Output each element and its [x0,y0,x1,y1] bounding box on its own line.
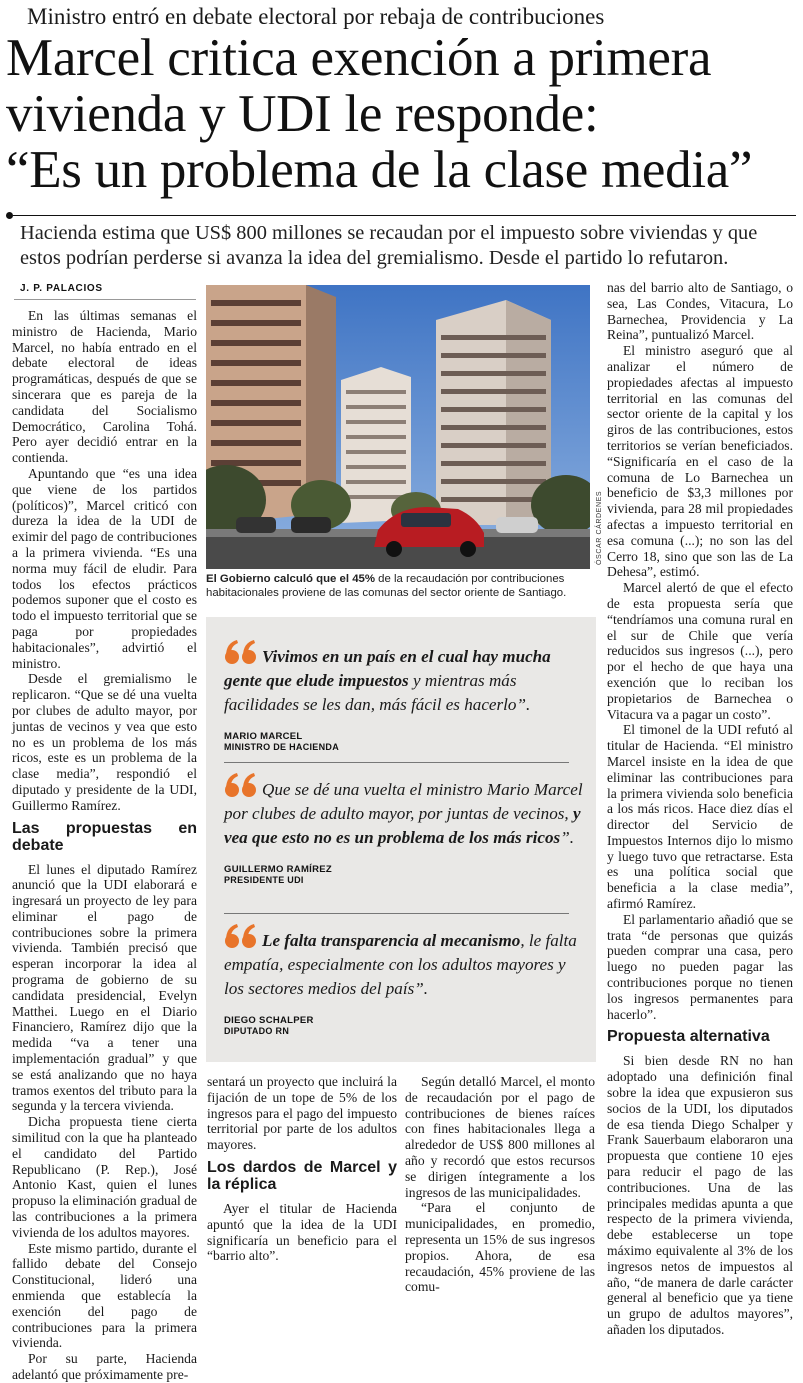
section-heading: Los dardos de Marcel y la réplica [207,1158,397,1193]
headline-line: “Es un problema de la clase media” [6,141,753,199]
quote-text: Que se dé una vuelta el ministro Mario Marcel por clubes de adulto mayor, por juntas de vecinos, [224,780,583,823]
deck-line: Hacienda estima que US$ 800 millones se recaudan por el impuesto sobre viviendas y que [20,222,758,244]
article-column-3 [405,1074,595,1295]
caption-highlight: El Gobierno calculó que el 45% [206,573,376,585]
quote-text: , le falta empatía, especialmente con los adultos mayores y los sectores medios del país”. [224,931,577,998]
quote-author-role: PRESIDENTE UDI [224,875,304,885]
byline: J. P. PALACIOS [20,283,103,294]
quote-author: MARIO MARCEL [224,731,303,742]
section-heading: Las propuestas en debate [12,819,197,854]
quote-separator [224,762,569,763]
body-paragraph: “Para el conjunto de municipalidades, en promedio, representa un 15% de sus ingresos propios. Ahora, de esa recaudación, 45% proviene de las comu- [405,1200,595,1295]
body-paragraph: El timonel de la UDI refutó al titular de Hacienda. “El ministro Marcel insiste en la idea de que eliminar las contribuciones para la primera vivienda solo beneficia a los más ricos. Hace diez días el director del Servicio de Impuestos Internos dijo lo mismo y luego tuvo que retractarse. Esta es una política social que beneficia a la clase media”, afirmó Ramírez. [607,722,793,912]
body-paragraph: Dicha propuesta tiene cierta similitud con la que ha planteado el candidato del Partido Republicano (P. Rep.), José Antonio Kast, quien el lunes propuso la eliminación gradual de las contribuciones a la primera vivienda de los adultos mayores. [12,1114,197,1240]
body-paragraph: En las últimas semanas el ministro de Hacienda, Mario Marcel, no había entrado en el debate electoral de ideas programáticas, después de que se sincerara que es pareja de la candidata del Socialismo Democrático, Carolina Tohá. Pero ayer decidió entrar en la contienda. [12,308,197,466]
quote-mark-icon [224,923,258,949]
caption-text: de la recaudación por contribuciones habitacionales proviene de las comunas del sector oriente de Santiago. [206,573,567,599]
quote-author-role: MINISTRO DE HACIENDA [224,742,340,752]
photo-caption [206,572,596,600]
pull-quote [224,772,584,885]
quote-emphasis: y vea que esto no es un problema de los más ricos [224,804,581,847]
quote-author: DIEGO SCHALPER [224,1015,314,1026]
headline-rule-dot [6,212,13,219]
body-paragraph: El parlamentario añadió que se trata “de personas que quizás pueden comprar una casa, pero luego no pueden pagar las contribuciones porque no tienen los ingresos permanentes para hacerlo”. [607,911,793,1022]
pull-quote [224,639,584,752]
quote-separator [224,913,569,914]
body-paragraph: El lunes el diputado Ramírez anunció que la UDI elaborará e ingresará un proyecto de ley para eliminar el pago de contribuciones sobre la primera vivienda. También precisó que esperan incorporar la idea al programa de gobierno de su candidata presidencial, Evelyn Matthei. Luego en el Diario Financiero, Ramírez dijo que la medida “va a tener una implementación gradual” y que se está analizando que no haya tramos exentos del tributo para la segunda y la tercera vivienda. [12,861,197,1114]
byline-rule [14,299,196,300]
body-paragraph: sentará un proyecto que incluirá la fijación de un tope de 5% de los ingresos para el pago del impuesto territorial por parte de los adultos mayores. [207,1074,397,1153]
article-photo [206,285,590,569]
headline-rule [13,215,796,216]
pull-quote [224,923,584,1036]
article-column-4 [607,280,793,1338]
quote-mark-icon [224,639,258,665]
headline-line: vivienda y UDI le responde: [6,85,599,143]
body-paragraph: Según detalló Marcel, el monto de recaudación por el pago de contribuciones de bienes raíces con fines habitacionales llega a alrededor de US$ 800 millones al año y recordó que estos recursos se dirigen íntegramente a los ingresos de las municipalidades. [405,1074,595,1200]
body-paragraph: Este mismo partido, durante el fallido debate del Consejo Constitucional, lideró una enmienda que establecía la exención del pago de contribuciones para la primera vivienda. [12,1240,197,1351]
section-heading: Propuesta alternativa [607,1028,770,1046]
article-headline [6,30,796,198]
article-deck [20,221,795,271]
photo-credit: ÓSCAR CÁRDENES [596,490,603,565]
article-column-1 [12,308,197,1383]
body-paragraph: Ayer el titular de Hacienda apuntó que la idea de la UDI significaría un beneficio para el “barrio alto”. [207,1200,397,1264]
quote-author: GUILLERMO RAMÍREZ [224,864,333,875]
body-paragraph: Por su parte, Hacienda adelantó que próximamente pre- [12,1351,197,1382]
quote-text: y mientras más facilidades se les dan, más fácil es hacerlo”. [224,671,531,714]
body-paragraph: Si bien desde RN no han adoptado una definición final sobre la idea que expusieron sus socios de la UDI, los diputados de esa tienda Diego Schalper y Frank Sauerbaum elaboraron una propuesta que contiene 10 ejes para reducir el pago de las contribuciones. Una de las principales medidas apunta a que respecto de la primera vivienda, debe establecerse un tope máximo equivalente al 3% de los ingresos netos de impuestos al año, “de manera de darle carácter general al beneficio que ya tiene un grupo de adultos mayores”, añaden los diputados. [607,1053,793,1337]
quote-mark-icon [224,772,258,798]
building-illustration [206,285,590,569]
article-column-2 [207,1074,397,1264]
quote-box [206,617,596,1062]
deck-line: estos podrían perderse si avanza la idea del gremialismo. Desde el partido lo refutaron. [20,247,729,269]
quote-author-role: DIPUTADO RN [224,1026,290,1036]
quote-emphasis: Vivimos en un país en el cual hay mucha gente que elude impuestos [224,647,551,690]
body-paragraph: nas del barrio alto de Santiago, o sea, Las Condes, Vitacura, Lo Barnechea, Providencia y La Reina”, puntualizó Marcel. [607,280,793,343]
body-paragraph: Apuntando que “es una idea que viene de los partidos (políticos)”, Marcel criticó con dureza la idea de la UDI de eximir del pago de contribuciones a la primera vivienda. “Es una norma muy fácil de eludir. Para todos los efectos prácticos podemos suponer que el costo es todo el impuesto territorial que se paga por propiedades habitacionales”, advirtió el ministro. [12,465,197,671]
body-paragraph: El ministro aseguró que al analizar el número de propiedades afectas al impuesto territorial en las comunas del sector oriente de la capital y los giros de las contribuciones, estos territorios se verían beneficiados. “Significaría en el caso de la comuna de Lo Barnechea un beneficio de $3,3 millones por vivienda, para 28 mil propiedades afectas a impuesto territorial en esa comuna (...); no son las del Cerro 18, sino que son las de La Dehesa”, estimó. [607,343,793,580]
quote-emphasis: Le falta transparencia al mecanismo [262,931,521,950]
headline-line: Marcel critica exención a primera [6,29,712,87]
quote-text-end: ”. [560,828,574,847]
body-paragraph: Marcel alertó de que el efecto de esta propuesta sería que “tendríamos una comuna rural en el sur de Chile que vería reducidos sus ingresos (...), pero por el hecho de que haya una exención que lo reciban los propietarios de Barnechea o Vitacura va a pagar un costo”. [607,580,793,722]
article-kicker: Ministro entró en debate electoral por rebaja de contribuciones [27,4,605,29]
body-paragraph: Desde el gremialismo le replicaron. “Que se dé una vuelta por clubes de adulto mayor, por juntas de vecinos y vea que esto no es un problema de los más ricos, este es un problema de la clase media”, respondió el diputado y presidente de la UDI, Guillermo Ramírez. [12,671,197,813]
